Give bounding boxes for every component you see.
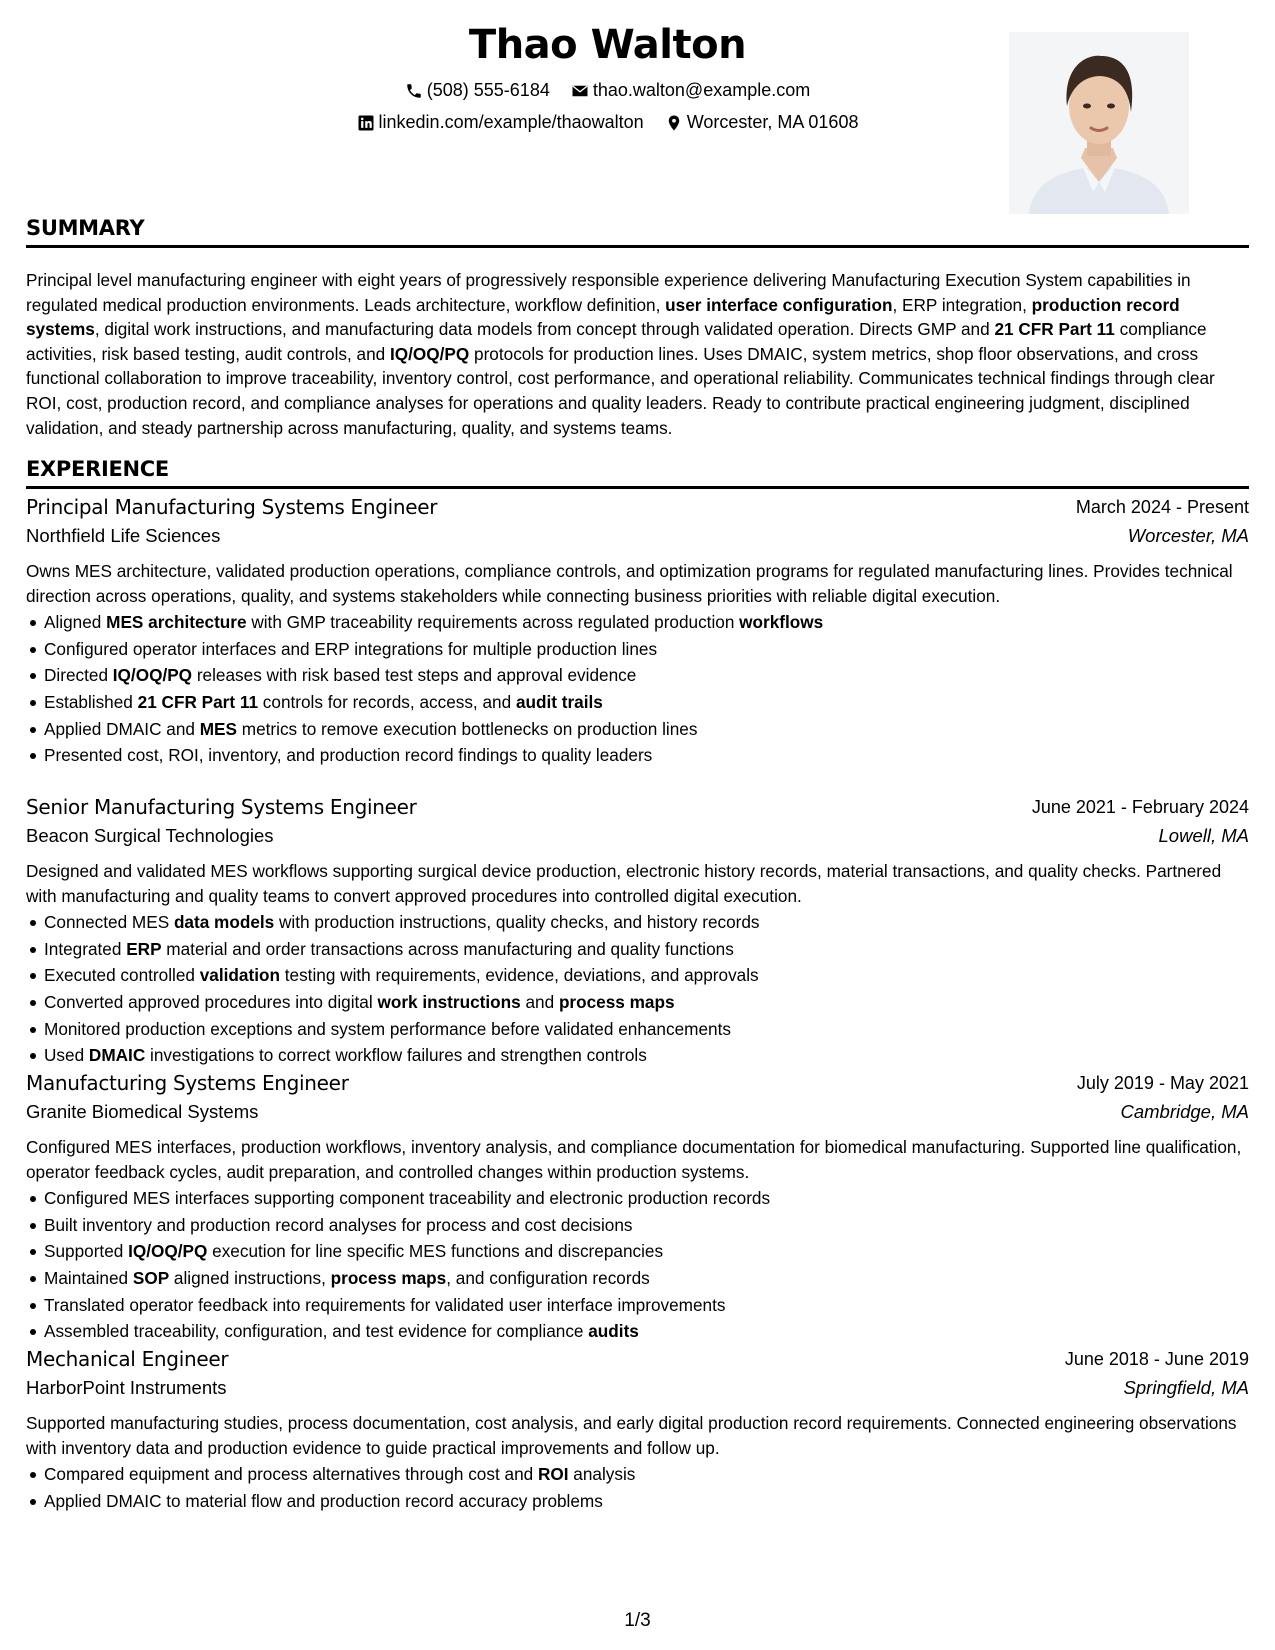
text-run: Integrated xyxy=(44,938,127,959)
text-run: Executed controlled xyxy=(44,965,200,986)
job-title: Manufacturing Systems Engineer xyxy=(26,1071,349,1095)
text-run: material and order transactions across manufacturing and quality functions xyxy=(161,938,734,959)
job-dates: March 2024 - Present xyxy=(1075,497,1249,517)
bold-keyword: audit trails xyxy=(515,691,603,712)
text-run: metrics to remove execution bottlenecks on production lines xyxy=(236,718,698,739)
bold-keyword: IQ/OQ/PQ xyxy=(389,343,470,364)
bold-keyword: validation xyxy=(199,965,280,986)
job-location: Springfield, MA xyxy=(1123,1377,1249,1398)
job-dates: June 2021 - February 2024 xyxy=(1031,797,1249,817)
text-run: aligned instructions, xyxy=(169,1267,331,1288)
bold-keyword: DMAIC xyxy=(88,1045,146,1066)
text-run: controls for records, access, and xyxy=(258,691,516,712)
bold-keyword: work instructions xyxy=(377,991,521,1012)
text-run: protocols for production lines. Uses DMAIC, system metrics, shop floor observations, and cross functional collaboration to improve traceability, inventory control, cost performance, and operational reliability. Communicates technical findings through clear ROI, cost, production record, and compliance analyses for operations and quality leaders. Ready to contribute practical engineering judgment, disciplined validation, and steady partnership across manufacturing, quality, and systems teams. xyxy=(26,343,1215,438)
job-bullet-list xyxy=(26,1461,1249,1514)
job-title: Mechanical Engineer xyxy=(26,1347,229,1371)
bold-keyword: production record systems xyxy=(26,294,1180,340)
bold-keyword: data models xyxy=(173,912,275,933)
text-run: Assembled traceability, configuration, and test evidence for compliance xyxy=(44,1321,589,1342)
job-description: Owns MES architecture, validated production operations, compliance controls, and optimization programs for regulated manufacturing lines. Provides technical direction across operations, quality, and systems stakeholders while connecting business priorities with reliable digital execution. xyxy=(26,561,1233,606)
bold-keyword: process maps xyxy=(558,991,675,1012)
text-run: testing with requirements, evidence, deviations, and approvals xyxy=(279,965,759,986)
text-run: compliance activities, risk based testing, audit controls, and xyxy=(26,319,1207,364)
email-contact[interactable] xyxy=(571,80,810,101)
location-contact xyxy=(665,112,859,133)
job-bullet xyxy=(26,716,1249,743)
text-run: analysis xyxy=(568,1464,636,1485)
bold-keyword: ROI xyxy=(537,1464,569,1485)
bold-keyword: IQ/OQ/PQ xyxy=(112,665,193,686)
job-title: Senior Manufacturing Systems Engineer xyxy=(26,795,417,819)
job-company: Northfield Life Sciences xyxy=(26,525,221,546)
job-description: Configured MES interfaces, production workflows, inventory analysis, and compliance documentation for biomedical manufacturing. Supported line qualification, operator feedback cycles, audit preparation, and controlled changes within production systems. xyxy=(26,1137,1242,1182)
job-bullet xyxy=(26,636,1249,663)
job-bullet xyxy=(26,742,1249,769)
text-run: Used xyxy=(44,1045,89,1066)
linkedin-icon xyxy=(357,114,375,132)
profile-photo xyxy=(1009,32,1189,214)
job-bullet xyxy=(26,1016,1249,1043)
phone-contact xyxy=(405,80,550,101)
job-description: Supported manufacturing studies, process documentation, cost analysis, and early digital production record requirements. Connected engineering observations with inventory data and production evidence to guide practical improvements and follow up. xyxy=(26,1413,1237,1458)
text-run: Directed xyxy=(44,665,113,686)
text-run: , digital work instructions, and manufacturing data models from concept through validated operation. Directs GMP and xyxy=(94,319,995,340)
job-company: Granite Biomedical Systems xyxy=(26,1101,259,1122)
bold-keyword: audits xyxy=(588,1321,639,1342)
text-run: Supported xyxy=(44,1241,129,1262)
bold-keyword: workflows xyxy=(739,612,824,633)
job-company: HarborPoint Instruments xyxy=(26,1377,227,1398)
bold-keyword: ERP xyxy=(126,938,162,959)
text-run: Established xyxy=(44,691,138,712)
job-bullet xyxy=(26,1185,1249,1212)
job-bullet xyxy=(26,1461,1249,1488)
summary-text xyxy=(26,268,1249,440)
text-run: Configured MES interfaces supporting component traceability and electronic production records xyxy=(44,1188,771,1209)
linkedin-contact[interactable] xyxy=(357,112,644,133)
phone-number: (508) 555-6184 xyxy=(426,80,550,100)
envelope-icon xyxy=(571,82,589,100)
job-entry xyxy=(26,495,1249,769)
job-bullet xyxy=(26,989,1249,1016)
job-bullet xyxy=(26,1292,1249,1319)
job-entry xyxy=(26,1071,1249,1345)
text-run: investigations to correct workflow failures and strengthen controls xyxy=(145,1045,647,1066)
bold-keyword: 21 CFR Part 11 xyxy=(994,319,1115,340)
bold-keyword: 21 CFR Part 11 xyxy=(137,691,259,712)
text-run: releases with risk based test steps and approval evidence xyxy=(192,665,637,686)
job-bullet xyxy=(26,1488,1249,1515)
text-run: with GMP traceability requirements across regulated production xyxy=(246,612,740,633)
candidate-name: Thao Walton xyxy=(468,22,747,68)
bold-keyword: process maps xyxy=(330,1267,447,1288)
bold-keyword: user interface configuration xyxy=(665,294,893,315)
bold-keyword: IQ/OQ/PQ xyxy=(128,1241,208,1262)
text-run: Principal level manufacturing engineer with eight years of progressively responsible experience delivering Manufacturing Execution System capabilities in regulated medical production environments. Leads architecture, workflow definition, xyxy=(26,270,1191,315)
job-location: Worcester, MA xyxy=(1127,525,1249,546)
job-bullet-list xyxy=(26,1185,1249,1345)
text-run: Converted approved procedures into digital xyxy=(44,991,378,1012)
job-bullet xyxy=(26,689,1249,716)
text-run: execution for line specific MES functions and discrepancies xyxy=(207,1241,664,1262)
bold-keyword: MES xyxy=(199,718,237,739)
job-bullet xyxy=(26,1212,1249,1239)
job-title: Principal Manufacturing Systems Engineer xyxy=(26,495,438,519)
job-bullet xyxy=(26,909,1249,936)
summary-heading: SUMMARY xyxy=(26,216,1249,248)
text-run: Applied DMAIC and xyxy=(44,718,200,739)
phone-icon xyxy=(405,82,423,100)
text-run: with production instructions, quality checks, and history records xyxy=(274,912,760,933)
page-number: 1/3 xyxy=(624,1610,651,1631)
map-marker-icon xyxy=(665,114,683,132)
location-text: Worcester, MA 01608 xyxy=(686,112,859,132)
text-run: , and configuration records xyxy=(446,1267,650,1288)
text-run: Monitored production exceptions and system performance before validated enhancements xyxy=(44,1018,731,1039)
job-location: Cambridge, MA xyxy=(1120,1101,1249,1122)
email-address[interactable]: thao.walton@example.com xyxy=(592,80,811,100)
job-bullet xyxy=(26,936,1249,963)
job-entry xyxy=(26,795,1249,1069)
job-bullet xyxy=(26,962,1249,989)
experience-heading: EXPERIENCE xyxy=(26,457,1249,489)
text-run: Built inventory and production record analyses for process and cost decisions xyxy=(44,1214,633,1235)
job-bullet-list xyxy=(26,609,1249,769)
job-bullet xyxy=(26,1238,1249,1265)
job-bullet xyxy=(26,1318,1249,1345)
job-bullet xyxy=(26,609,1249,636)
text-run: Presented cost, ROI, inventory, and production record findings to quality leaders xyxy=(44,745,653,766)
text-run: , ERP integration, xyxy=(892,294,1032,315)
job-dates: July 2019 - May 2021 xyxy=(1076,1073,1249,1093)
job-bullet xyxy=(26,662,1249,689)
text-run: Maintained xyxy=(44,1267,133,1288)
resume-header xyxy=(26,20,1189,220)
job-bullet xyxy=(26,1042,1249,1069)
job-entry xyxy=(26,1347,1249,1514)
linkedin-url[interactable]: linkedin.com/example/thaowalton xyxy=(378,112,644,132)
bold-keyword: MES architecture xyxy=(106,612,247,633)
text-run: Configured operator interfaces and ERP integrations for multiple production lines xyxy=(44,638,658,659)
job-dates: June 2018 - June 2019 xyxy=(1064,1349,1249,1369)
text-run: and xyxy=(520,991,559,1012)
job-description: Designed and validated MES workflows supporting surgical device production, electronic history records, material transactions, and quality checks. Partnered with manufacturing and quality teams to convert approved procedures into controlled digital execution. xyxy=(26,861,1222,906)
job-location: Lowell, MA xyxy=(1158,825,1249,846)
text-run: Aligned xyxy=(44,612,107,633)
text-run: Compared equipment and process alternatives through cost and xyxy=(44,1464,538,1485)
job-bullet-list xyxy=(26,909,1249,1069)
text-run: Translated operator feedback into requirements for validated user interface improvements xyxy=(44,1294,726,1315)
job-bullet xyxy=(26,1265,1249,1292)
bold-keyword: SOP xyxy=(132,1267,170,1288)
text-run: Connected MES xyxy=(44,912,174,933)
job-company: Beacon Surgical Technologies xyxy=(26,825,274,846)
text-run: Applied DMAIC to material flow and production record accuracy problems xyxy=(44,1490,603,1511)
